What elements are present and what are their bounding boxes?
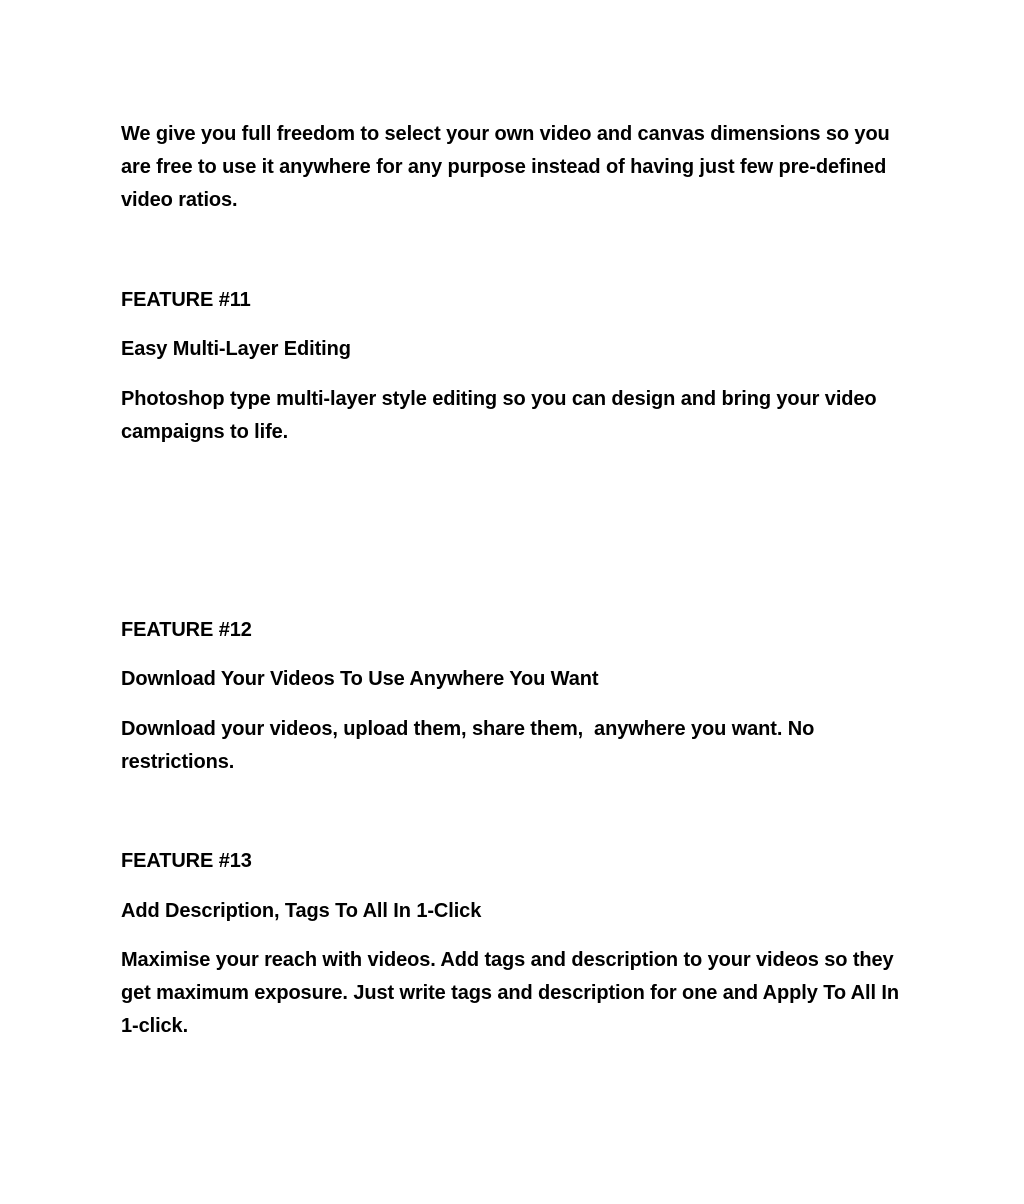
feature-12-title: Download Your Videos To Use Anywhere You Want xyxy=(121,668,599,690)
feature-12-label: FEATURE #12 xyxy=(121,619,252,641)
feature-13-description: Maximise your reach with videos. Add tags and description to your videos so they get maximum exposure. Just write tags and description for one and Apply To All In 1-click. xyxy=(121,949,899,1037)
feature-11-label: FEATURE #11 xyxy=(121,289,251,311)
feature-13-title: Add Description, Tags To All In 1-Click xyxy=(121,900,482,922)
feature-11-description: Photoshop type multi-layer style editing so you can design and bring your video campaigns to life. xyxy=(121,388,877,443)
feature-11-title: Easy Multi-Layer Editing xyxy=(121,338,351,360)
feature-13-label: FEATURE #13 xyxy=(121,850,252,872)
feature-12-description: Download your videos, upload them, share them, anywhere you want. No restrictions. xyxy=(121,718,820,773)
intro-paragraph: We give you full freedom to select your own video and canvas dimensions so you are free to use it anywhere for any purpose instead of having just few pre-defined video ratios. xyxy=(121,123,890,211)
